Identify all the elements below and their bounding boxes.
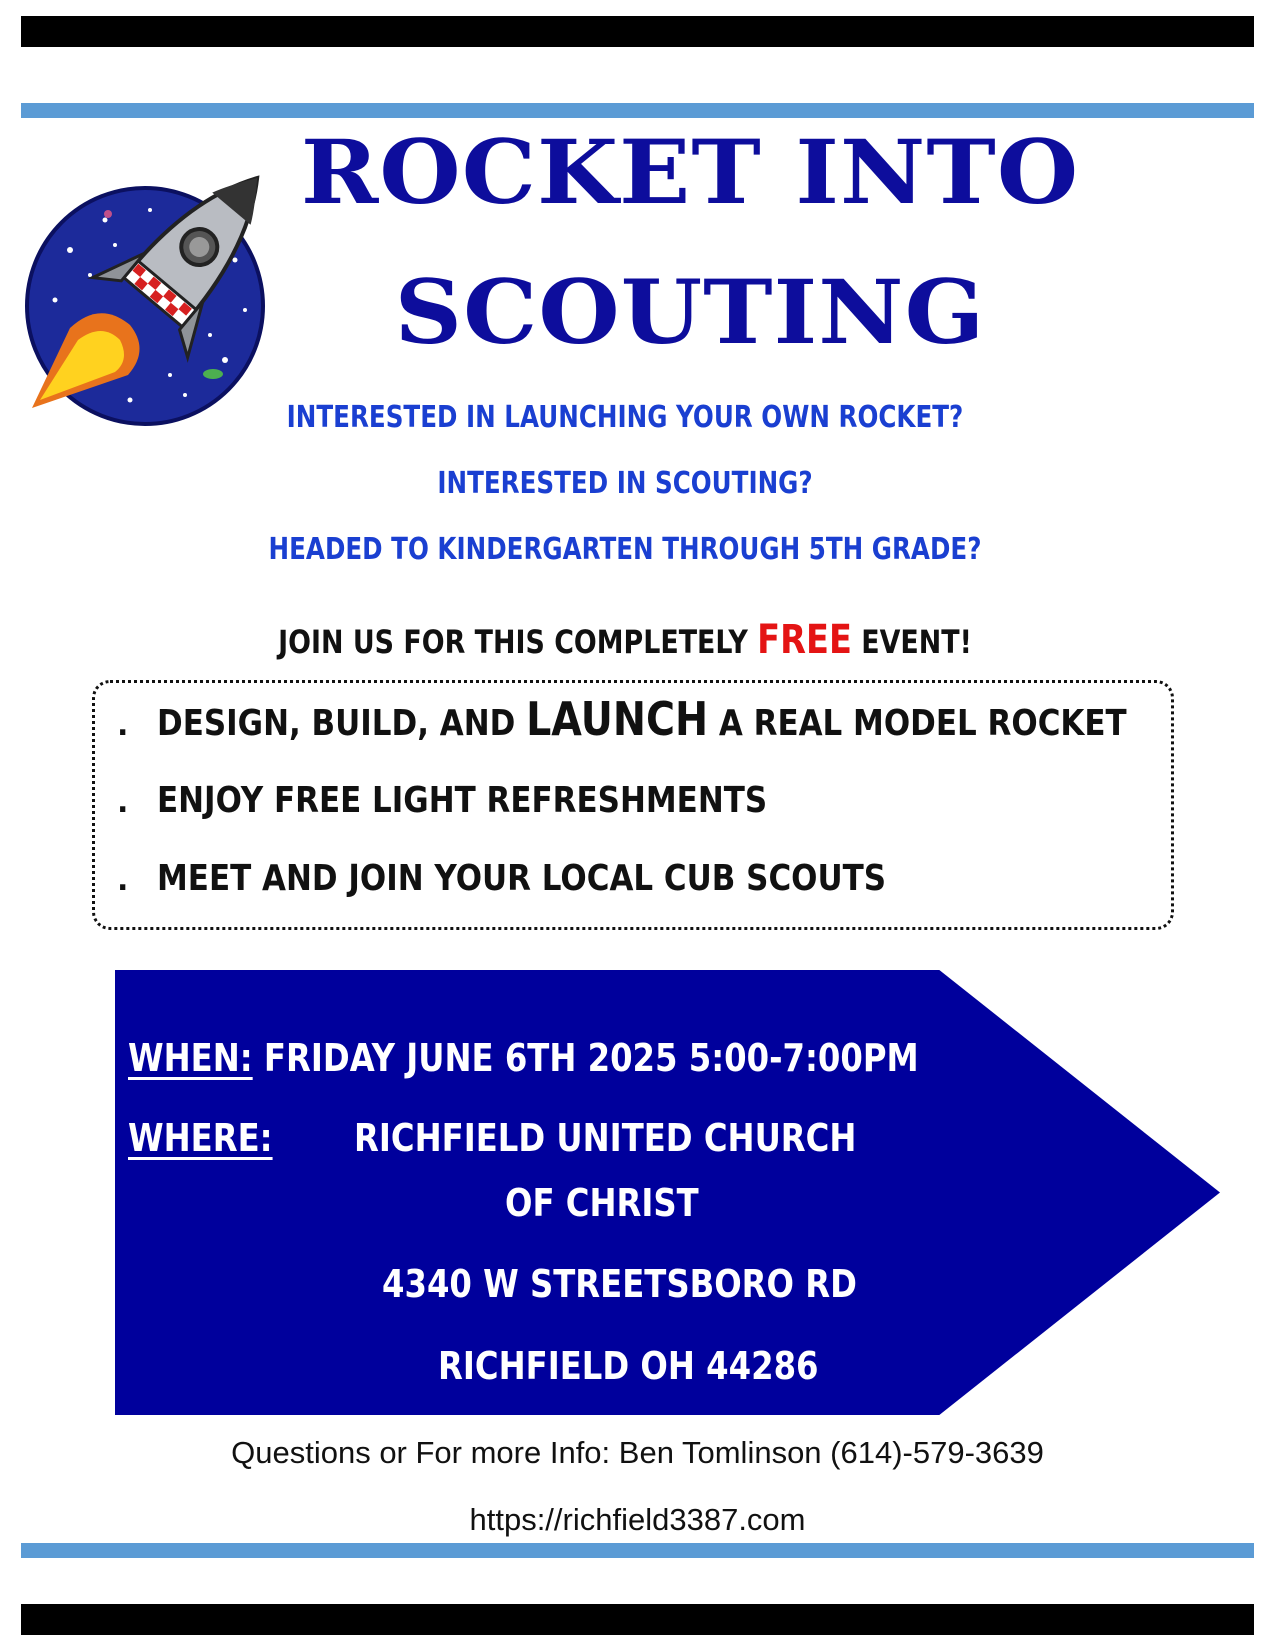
bottom-blue-rule bbox=[21, 1543, 1254, 1558]
question-launch-rocket: INTERESTED IN LAUNCHING YOUR OWN ROCKET? bbox=[286, 400, 964, 435]
feature-refreshments-text: ENJOY FREE LIGHT REFRESHMENTS bbox=[157, 780, 768, 821]
feature-launch-after: A REAL MODEL ROCKET bbox=[708, 703, 1127, 744]
address-line-2: RICHFIELD OH 44286 bbox=[438, 1344, 819, 1388]
bottom-black-bar bbox=[21, 1604, 1254, 1635]
address-line-1: 4340 W STREETSBORO RD bbox=[382, 1262, 857, 1306]
free-highlight: FREE bbox=[757, 617, 852, 663]
bullet: . bbox=[117, 863, 129, 898]
feature-launch-before: DESIGN, BUILD, AND bbox=[157, 703, 527, 744]
feature-item-cub-scouts bbox=[117, 849, 1157, 909]
website-link[interactable]: https://richfield3387.com bbox=[469, 1502, 806, 1537]
where-label-row bbox=[128, 1112, 273, 1164]
bullet: . bbox=[117, 708, 129, 743]
top-blue-rule bbox=[21, 103, 1254, 118]
question-scouting: INTERESTED IN SCOUTING? bbox=[437, 466, 813, 501]
feature-launch-emphasis: LAUNCH bbox=[526, 692, 709, 746]
page-title-line-1: ROCKET INTO bbox=[300, 120, 1080, 224]
join-free-event bbox=[226, 618, 1024, 664]
rocket-icon bbox=[10, 150, 320, 440]
feature-item-refreshments bbox=[117, 771, 1157, 831]
when-value: FRIDAY JUNE 6TH 2025 5:00-7:00PM bbox=[263, 1036, 919, 1080]
feature-cub-scouts-text: MEET AND JOIN YOUR LOCAL CUB SCOUTS bbox=[157, 858, 887, 899]
features-box bbox=[92, 680, 1174, 930]
page-title-line-2: SCOUTING bbox=[394, 260, 986, 364]
bullet: . bbox=[117, 785, 129, 820]
feature-item-launch bbox=[117, 689, 1157, 749]
when-label: WHEN: bbox=[128, 1036, 253, 1080]
top-black-bar bbox=[21, 16, 1254, 47]
question-grade: HEADED TO KINDERGARTEN THROUGH 5TH GRADE? bbox=[268, 532, 982, 567]
when-row bbox=[128, 1032, 919, 1084]
where-line-2: OF CHRIST bbox=[505, 1181, 699, 1225]
contact-info: Questions or For more Info: Ben Tomlinson (614)-579-3639 bbox=[231, 1435, 1044, 1470]
join-text-before: JOIN US FOR THIS COMPLETELY bbox=[278, 623, 758, 661]
join-text-after: EVENT! bbox=[851, 623, 972, 661]
where-label: WHERE: bbox=[128, 1116, 273, 1160]
where-line-1: RICHFIELD UNITED CHURCH bbox=[354, 1116, 857, 1160]
